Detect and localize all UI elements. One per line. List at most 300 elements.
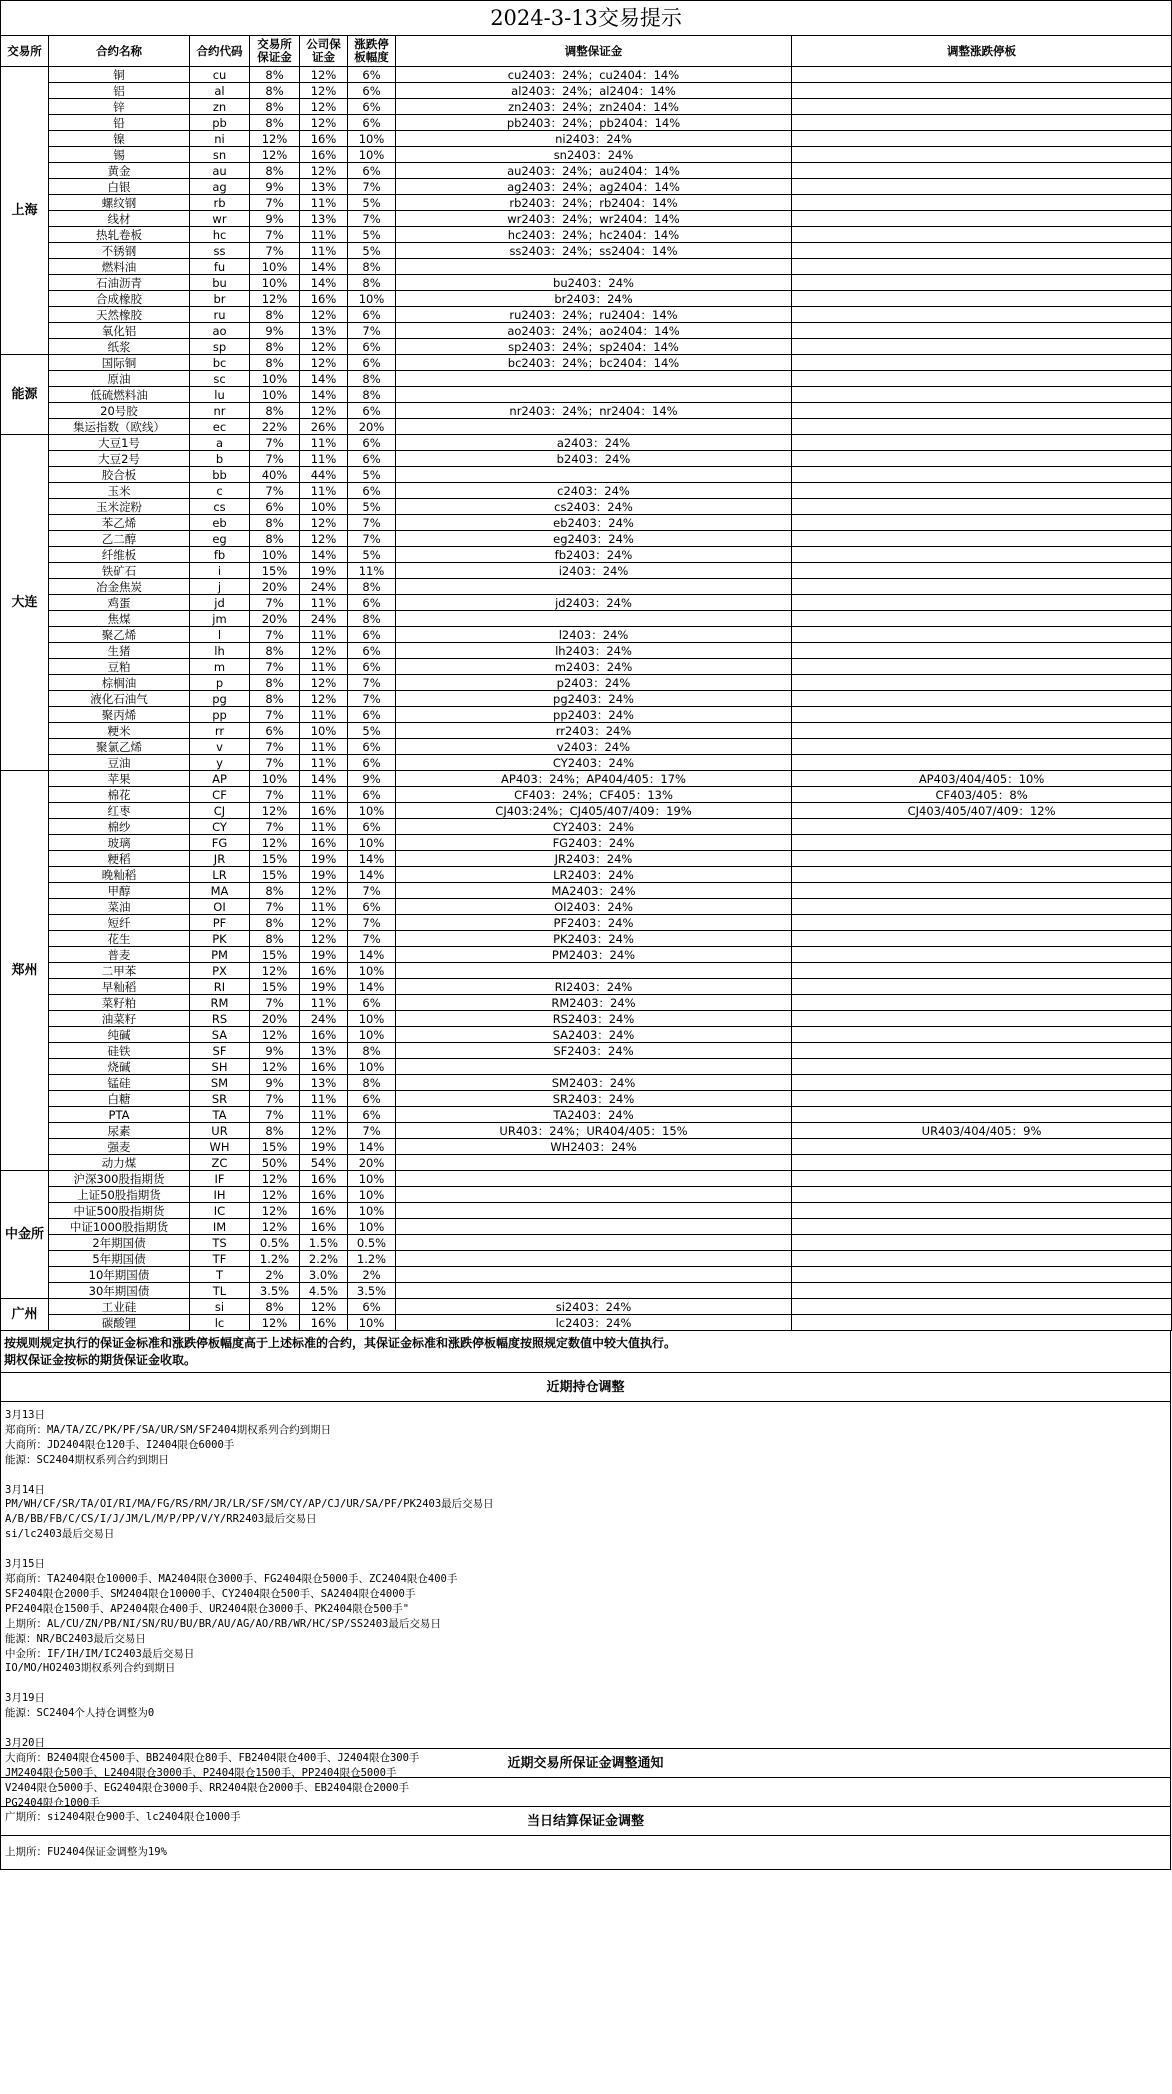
- code-cell: LR: [190, 867, 250, 883]
- limit-cell: 6%: [348, 707, 396, 723]
- adjusted-limit-cell: [792, 179, 1172, 195]
- name-cell: 液化石油气: [49, 691, 190, 707]
- code-cell: bb: [190, 467, 250, 483]
- code-cell: fu: [190, 259, 250, 275]
- name-cell: 棉纱: [49, 819, 190, 835]
- exchange-cell: 广州: [1, 1299, 49, 1331]
- exchange-margin-cell: 12%: [250, 1187, 300, 1203]
- code-cell: RS: [190, 1011, 250, 1027]
- limit-cell: 10%: [348, 131, 396, 147]
- table-row: [1, 627, 1172, 643]
- exchange-margin-cell: 8%: [250, 675, 300, 691]
- exchange-margin-cell: 8%: [250, 515, 300, 531]
- company-margin-cell: 24%: [300, 611, 348, 627]
- name-cell: 原油: [49, 371, 190, 387]
- table-row: [1, 323, 1172, 339]
- adjusted-margin-cell: eg2403：24%: [396, 531, 792, 547]
- exchange-margin-cell: 8%: [250, 403, 300, 419]
- name-cell: 纯碱: [49, 1027, 190, 1043]
- adjusted-limit-cell: [792, 147, 1172, 163]
- limit-cell: 11%: [348, 563, 396, 579]
- company-margin-cell: 14%: [300, 547, 348, 563]
- name-cell: 烧碱: [49, 1059, 190, 1075]
- limit-cell: 6%: [348, 483, 396, 499]
- adjusted-limit-cell: [792, 195, 1172, 211]
- name-cell: 豆油: [49, 755, 190, 771]
- adjusted-limit-cell: [792, 1075, 1172, 1091]
- col-header-adjusted-limit: 调整涨跌停板: [792, 36, 1172, 67]
- adjusted-limit-cell: [792, 371, 1172, 387]
- name-cell: 线材: [49, 211, 190, 227]
- code-cell: a: [190, 435, 250, 451]
- company-margin-cell: 12%: [300, 99, 348, 115]
- adjusted-margin-cell: ss2403：24%；ss2404：14%: [396, 243, 792, 259]
- exchange-margin-cell: 8%: [250, 1299, 300, 1315]
- code-cell: b: [190, 451, 250, 467]
- code-cell: ZC: [190, 1155, 250, 1171]
- code-cell: ni: [190, 131, 250, 147]
- col-header-company-margin: 公司保证金: [300, 36, 348, 67]
- adjusted-margin-cell: [396, 1171, 792, 1187]
- settle-margin-title: 当日结算保证金调整: [0, 1807, 1171, 1836]
- table-row: [1, 931, 1172, 947]
- name-cell: 焦煤: [49, 611, 190, 627]
- name-cell: 氧化铝: [49, 323, 190, 339]
- limit-cell: 6%: [348, 787, 396, 803]
- adjusted-margin-cell: [396, 1219, 792, 1235]
- code-cell: PM: [190, 947, 250, 963]
- table-row: [1, 1107, 1172, 1123]
- code-cell: i: [190, 563, 250, 579]
- adjusted-margin-cell: br2403：24%: [396, 291, 792, 307]
- code-cell: UR: [190, 1123, 250, 1139]
- code-cell: eg: [190, 531, 250, 547]
- limit-cell: 5%: [348, 467, 396, 483]
- company-margin-cell: 19%: [300, 947, 348, 963]
- code-cell: CY: [190, 819, 250, 835]
- limit-cell: 6%: [348, 435, 396, 451]
- adjusted-limit-cell: [792, 1139, 1172, 1155]
- adjusted-limit-cell: CJ403/405/407/409：12%: [792, 803, 1172, 819]
- table-row: [1, 531, 1172, 547]
- adjusted-limit-cell: [792, 259, 1172, 275]
- code-cell: SH: [190, 1059, 250, 1075]
- limit-cell: 6%: [348, 995, 396, 1011]
- code-cell: TS: [190, 1235, 250, 1251]
- code-cell: au: [190, 163, 250, 179]
- adjusted-limit-cell: [792, 323, 1172, 339]
- code-cell: ao: [190, 323, 250, 339]
- adjusted-margin-cell: v2403：24%: [396, 739, 792, 755]
- limit-cell: 6%: [348, 99, 396, 115]
- limit-cell: 14%: [348, 867, 396, 883]
- limit-cell: 6%: [348, 307, 396, 323]
- code-cell: y: [190, 755, 250, 771]
- company-margin-cell: 12%: [300, 531, 348, 547]
- code-cell: pg: [190, 691, 250, 707]
- adjusted-margin-cell: WH2403：24%: [396, 1139, 792, 1155]
- company-margin-cell: 12%: [300, 67, 348, 83]
- adjusted-margin-cell: LR2403：24%: [396, 867, 792, 883]
- code-cell: IH: [190, 1187, 250, 1203]
- company-margin-cell: 11%: [300, 739, 348, 755]
- exchange-margin-cell: 8%: [250, 115, 300, 131]
- adjusted-limit-cell: UR403/404/405：9%: [792, 1123, 1172, 1139]
- adjusted-margin-cell: AP403：24%；AP404/405：17%: [396, 771, 792, 787]
- limit-cell: 6%: [348, 163, 396, 179]
- exchange-margin-cell: 1.2%: [250, 1251, 300, 1267]
- company-margin-cell: 11%: [300, 243, 348, 259]
- code-cell: ru: [190, 307, 250, 323]
- adjusted-margin-cell: si2403：24%: [396, 1299, 792, 1315]
- table-row: [1, 1219, 1172, 1235]
- code-cell: lh: [190, 643, 250, 659]
- adjusted-margin-cell: [396, 1155, 792, 1171]
- limit-cell: 10%: [348, 1171, 396, 1187]
- table-row: [1, 979, 1172, 995]
- limit-cell: 8%: [348, 371, 396, 387]
- name-cell: 红枣: [49, 803, 190, 819]
- code-cell: jm: [190, 611, 250, 627]
- code-cell: TL: [190, 1283, 250, 1299]
- exchange-margin-cell: 15%: [250, 1139, 300, 1155]
- table-row: [1, 515, 1172, 531]
- adjusted-limit-cell: [792, 1235, 1172, 1251]
- limit-cell: 10%: [348, 835, 396, 851]
- adjusted-margin-cell: RM2403：24%: [396, 995, 792, 1011]
- adjusted-margin-cell: [396, 371, 792, 387]
- company-margin-cell: 12%: [300, 403, 348, 419]
- table-row: [1, 467, 1172, 483]
- adjusted-margin-cell: lh2403：24%: [396, 643, 792, 659]
- name-cell: 天然橡胶: [49, 307, 190, 323]
- exchange-margin-cell: 10%: [250, 771, 300, 787]
- table-row: [1, 915, 1172, 931]
- exchange-margin-cell: 12%: [250, 1027, 300, 1043]
- col-header-exchange: 交易所: [1, 36, 49, 67]
- limit-cell: 7%: [348, 691, 396, 707]
- code-cell: CJ: [190, 803, 250, 819]
- limit-cell: 20%: [348, 419, 396, 435]
- limit-cell: 5%: [348, 499, 396, 515]
- table-row: [1, 259, 1172, 275]
- company-margin-cell: 3.0%: [300, 1267, 348, 1283]
- adjusted-margin-cell: sp2403：24%；sp2404：14%: [396, 339, 792, 355]
- limit-cell: 8%: [348, 1043, 396, 1059]
- exchange-margin-cell: 9%: [250, 179, 300, 195]
- company-margin-cell: 2.2%: [300, 1251, 348, 1267]
- limit-cell: 2%: [348, 1267, 396, 1283]
- company-margin-cell: 4.5%: [300, 1283, 348, 1299]
- name-cell: 黄金: [49, 163, 190, 179]
- table-row: [1, 1203, 1172, 1219]
- limit-cell: 8%: [348, 579, 396, 595]
- company-margin-cell: 13%: [300, 1043, 348, 1059]
- code-cell: PX: [190, 963, 250, 979]
- company-margin-cell: 12%: [300, 643, 348, 659]
- adjusted-limit-cell: [792, 563, 1172, 579]
- adjusted-margin-cell: CJ403:24%；CJ405/407/409：19%: [396, 803, 792, 819]
- adjusted-limit-cell: [792, 659, 1172, 675]
- code-cell: wr: [190, 211, 250, 227]
- limit-cell: 10%: [348, 291, 396, 307]
- name-cell: 苯乙烯: [49, 515, 190, 531]
- adjusted-limit-cell: [792, 1091, 1172, 1107]
- exchange-margin-cell: 40%: [250, 467, 300, 483]
- exchange-margin-cell: 10%: [250, 275, 300, 291]
- code-cell: SF: [190, 1043, 250, 1059]
- code-cell: ag: [190, 179, 250, 195]
- name-cell: 燃料油: [49, 259, 190, 275]
- code-cell: hc: [190, 227, 250, 243]
- name-cell: 聚氯乙烯: [49, 739, 190, 755]
- table-row: [1, 275, 1172, 291]
- table-row: [1, 819, 1172, 835]
- adjusted-limit-cell: [792, 451, 1172, 467]
- position-adjust-body: 3月13日 郑商所：MA/TA/ZC/PK/PF/SA/UR/SM/SF2404期权系列合约到期日 大商所：JD2404限仓120手、I2404限仓6000手 能源：SC2404期权系列合约到期日 3月14日 PM/WH/CF/SR/TA/OI/RI/MA/FG/RS/RM/JR/LR/SF/SM/CY/AP/CJ/UR/SA/PF/PK2403最后交易日 A/B/BB/FB/C/CS/I/J/JM/L/M/P/PP/V/Y/RR2403最后交易日 si/lc2403最后交易日 3月15日 郑商所：TA2404限仓10000手、MA2404限仓3000手、FG2404限仓5000手、ZC2404限仓400手 SF2404限仓2000手、SM2404限仓10000手、CY2404限仓500手、SA2404限仓4000手 PF2404限仓1500手、AP2404限仓400手、UR2404限仓3000手、PK2404限仓500手" 上期所：AL/CU/ZN/PB/NI/SN/RU/BU/BR/AU/AG/AO/RB/WR/HC/SP/SS2403最后交易日 能源：NR/BC2403最后交易日 中金所：IF/IH/IM/IC2403最后交易日 IO/MO/HO2403期权系列合约到期日 3月19日 能源：SC2404个人持仓调整为0 3月20日 大商所：B2404限仓4500手、BB2404限仓80手、FB2404限仓400手、J2404限仓300手 JM2404限仓500手、L2404限仓3000手、P2404限仓1500手、PP2404限仓5000手 V2404限仓5000手、EG2404限仓3000手、RR2404限仓2000手、EB2404限仓2000手 PG2404限仓1000手 广期所：si2404限仓900手、lc2404限仓1000手: [0, 1402, 1171, 1749]
- company-margin-cell: 11%: [300, 819, 348, 835]
- name-cell: 工业硅: [49, 1299, 190, 1315]
- name-cell: 集运指数（欧线）: [49, 419, 190, 435]
- name-cell: 花生: [49, 931, 190, 947]
- adjusted-limit-cell: [792, 227, 1172, 243]
- code-cell: SR: [190, 1091, 250, 1107]
- exchange-margin-cell: 6%: [250, 723, 300, 739]
- adjusted-limit-cell: [792, 483, 1172, 499]
- adjusted-margin-cell: wr2403：24%；wr2404：14%: [396, 211, 792, 227]
- company-margin-cell: 12%: [300, 915, 348, 931]
- name-cell: 碳酸锂: [49, 1315, 190, 1331]
- adjusted-limit-cell: [792, 611, 1172, 627]
- adjusted-margin-cell: [396, 1235, 792, 1251]
- name-cell: 5年期国债: [49, 1251, 190, 1267]
- table-row: [1, 67, 1172, 83]
- name-cell: 生猪: [49, 643, 190, 659]
- table-row: [1, 403, 1172, 419]
- adjusted-margin-cell: SR2403：24%: [396, 1091, 792, 1107]
- limit-cell: 5%: [348, 227, 396, 243]
- name-cell: 锡: [49, 147, 190, 163]
- limit-cell: 7%: [348, 931, 396, 947]
- company-margin-cell: 16%: [300, 131, 348, 147]
- adjusted-limit-cell: [792, 355, 1172, 371]
- limit-cell: 6%: [348, 899, 396, 915]
- exchange-margin-cell: 7%: [250, 595, 300, 611]
- name-cell: 动力煤: [49, 1155, 190, 1171]
- adjusted-margin-cell: [396, 1283, 792, 1299]
- name-cell: 二甲苯: [49, 963, 190, 979]
- adjusted-margin-cell: cu2403：24%；cu2404：14%: [396, 67, 792, 83]
- limit-cell: 8%: [348, 259, 396, 275]
- name-cell: 2年期国债: [49, 1235, 190, 1251]
- name-cell: 玉米淀粉: [49, 499, 190, 515]
- code-cell: rr: [190, 723, 250, 739]
- name-cell: 石油沥青: [49, 275, 190, 291]
- limit-cell: 10%: [348, 147, 396, 163]
- limit-cell: 7%: [348, 515, 396, 531]
- company-margin-cell: 19%: [300, 867, 348, 883]
- exchange-cell: 能源: [1, 355, 49, 435]
- table-row: [1, 1139, 1172, 1155]
- name-cell: 棉花: [49, 787, 190, 803]
- limit-cell: 7%: [348, 531, 396, 547]
- adjusted-margin-cell: sn2403：24%: [396, 147, 792, 163]
- adjusted-limit-cell: [792, 1171, 1172, 1187]
- company-margin-cell: 12%: [300, 339, 348, 355]
- code-cell: j: [190, 579, 250, 595]
- table-row: [1, 835, 1172, 851]
- margin-notice-title: 近期交易所保证金调整通知: [0, 1749, 1171, 1778]
- company-margin-cell: 44%: [300, 467, 348, 483]
- adjusted-limit-cell: [792, 755, 1172, 771]
- name-cell: 早籼稻: [49, 979, 190, 995]
- limit-cell: 7%: [348, 915, 396, 931]
- adjusted-margin-cell: [396, 467, 792, 483]
- code-cell: sp: [190, 339, 250, 355]
- adjusted-limit-cell: CF403/405：8%: [792, 787, 1172, 803]
- exchange-margin-cell: 8%: [250, 83, 300, 99]
- table-row: [1, 947, 1172, 963]
- adjusted-margin-cell: [396, 1059, 792, 1075]
- table-row: [1, 243, 1172, 259]
- name-cell: 中证500股指期货: [49, 1203, 190, 1219]
- table-row: [1, 995, 1172, 1011]
- limit-cell: 10%: [348, 1187, 396, 1203]
- limit-cell: 6%: [348, 115, 396, 131]
- adjusted-limit-cell: [792, 339, 1172, 355]
- name-cell: 苹果: [49, 771, 190, 787]
- company-margin-cell: 12%: [300, 931, 348, 947]
- exchange-margin-cell: 20%: [250, 611, 300, 627]
- table-row: [1, 851, 1172, 867]
- exchange-margin-cell: 12%: [250, 1219, 300, 1235]
- exchange-margin-cell: 7%: [250, 819, 300, 835]
- table-row: [1, 1315, 1172, 1331]
- name-cell: 聚丙烯: [49, 707, 190, 723]
- exchange-cell: 郑州: [1, 771, 49, 1171]
- code-cell: fb: [190, 547, 250, 563]
- adjusted-limit-cell: [792, 691, 1172, 707]
- exchange-margin-cell: 12%: [250, 131, 300, 147]
- adjusted-margin-cell: pb2403：24%；pb2404：14%: [396, 115, 792, 131]
- limit-cell: 6%: [348, 403, 396, 419]
- adjusted-limit-cell: [792, 995, 1172, 1011]
- adjusted-limit-cell: [792, 307, 1172, 323]
- exchange-margin-cell: 7%: [250, 451, 300, 467]
- table-row: [1, 547, 1172, 563]
- name-cell: 20号胶: [49, 403, 190, 419]
- exchange-margin-cell: 7%: [250, 995, 300, 1011]
- adjusted-margin-cell: [396, 1187, 792, 1203]
- exchange-margin-cell: 7%: [250, 627, 300, 643]
- adjusted-margin-cell: zn2403：24%；zn2404：14%: [396, 99, 792, 115]
- limit-cell: 6%: [348, 83, 396, 99]
- table-row: [1, 755, 1172, 771]
- exchange-margin-cell: 7%: [250, 659, 300, 675]
- limit-cell: 14%: [348, 1139, 396, 1155]
- exchange-margin-cell: 8%: [250, 531, 300, 547]
- adjusted-margin-cell: CY2403：24%: [396, 819, 792, 835]
- company-margin-cell: 1.5%: [300, 1235, 348, 1251]
- adjusted-limit-cell: [792, 1011, 1172, 1027]
- code-cell: CF: [190, 787, 250, 803]
- name-cell: 硅铁: [49, 1043, 190, 1059]
- name-cell: 菜油: [49, 899, 190, 915]
- company-margin-cell: 16%: [300, 1171, 348, 1187]
- adjusted-limit-cell: [792, 467, 1172, 483]
- limit-cell: 5%: [348, 547, 396, 563]
- table-row: [1, 1267, 1172, 1283]
- table-row: [1, 707, 1172, 723]
- exchange-margin-cell: 15%: [250, 867, 300, 883]
- table-row: [1, 499, 1172, 515]
- exchange-margin-cell: 7%: [250, 739, 300, 755]
- table-row: [1, 579, 1172, 595]
- exchange-cell: 上海: [1, 67, 49, 355]
- company-margin-cell: 12%: [300, 83, 348, 99]
- name-cell: 10年期国债: [49, 1267, 190, 1283]
- adjusted-margin-cell: SA2403：24%: [396, 1027, 792, 1043]
- page-title: 2024-3-13交易提示: [1, 1, 1172, 36]
- adjusted-margin-cell: m2403：24%: [396, 659, 792, 675]
- exchange-margin-cell: 3.5%: [250, 1283, 300, 1299]
- code-cell: FG: [190, 835, 250, 851]
- company-margin-cell: 11%: [300, 627, 348, 643]
- table-row: [1, 691, 1172, 707]
- adjusted-limit-cell: [792, 931, 1172, 947]
- adjusted-limit-cell: [792, 499, 1172, 515]
- adjusted-margin-cell: PK2403：24%: [396, 931, 792, 947]
- table-row: [1, 867, 1172, 883]
- code-cell: lu: [190, 387, 250, 403]
- exchange-margin-cell: 15%: [250, 979, 300, 995]
- code-cell: nr: [190, 403, 250, 419]
- code-cell: zn: [190, 99, 250, 115]
- exchange-margin-cell: 8%: [250, 307, 300, 323]
- adjusted-margin-cell: b2403：24%: [396, 451, 792, 467]
- adjusted-margin-cell: PM2403：24%: [396, 947, 792, 963]
- adjusted-margin-cell: pg2403：24%: [396, 691, 792, 707]
- adjusted-limit-cell: [792, 99, 1172, 115]
- company-margin-cell: 12%: [300, 355, 348, 371]
- name-cell: 强麦: [49, 1139, 190, 1155]
- adjusted-limit-cell: [792, 403, 1172, 419]
- exchange-margin-cell: 10%: [250, 387, 300, 403]
- limit-cell: 10%: [348, 1011, 396, 1027]
- table-row: [1, 483, 1172, 499]
- name-cell: 白银: [49, 179, 190, 195]
- limit-cell: 14%: [348, 979, 396, 995]
- limit-cell: 10%: [348, 1219, 396, 1235]
- name-cell: 锰硅: [49, 1075, 190, 1091]
- company-margin-cell: 12%: [300, 515, 348, 531]
- exchange-margin-cell: 9%: [250, 1075, 300, 1091]
- exchange-margin-cell: 8%: [250, 931, 300, 947]
- exchange-margin-cell: 12%: [250, 1315, 300, 1331]
- exchange-margin-cell: 10%: [250, 259, 300, 275]
- adjusted-margin-cell: jd2403：24%: [396, 595, 792, 611]
- name-cell: 镍: [49, 131, 190, 147]
- code-cell: ss: [190, 243, 250, 259]
- code-cell: v: [190, 739, 250, 755]
- table-row: [1, 339, 1172, 355]
- company-margin-cell: 12%: [300, 115, 348, 131]
- name-cell: 大豆1号: [49, 435, 190, 451]
- col-header-limit: 涨跌停板幅度: [348, 36, 396, 67]
- adjusted-margin-cell: [396, 963, 792, 979]
- table-row: [1, 1011, 1172, 1027]
- exchange-margin-cell: 9%: [250, 1043, 300, 1059]
